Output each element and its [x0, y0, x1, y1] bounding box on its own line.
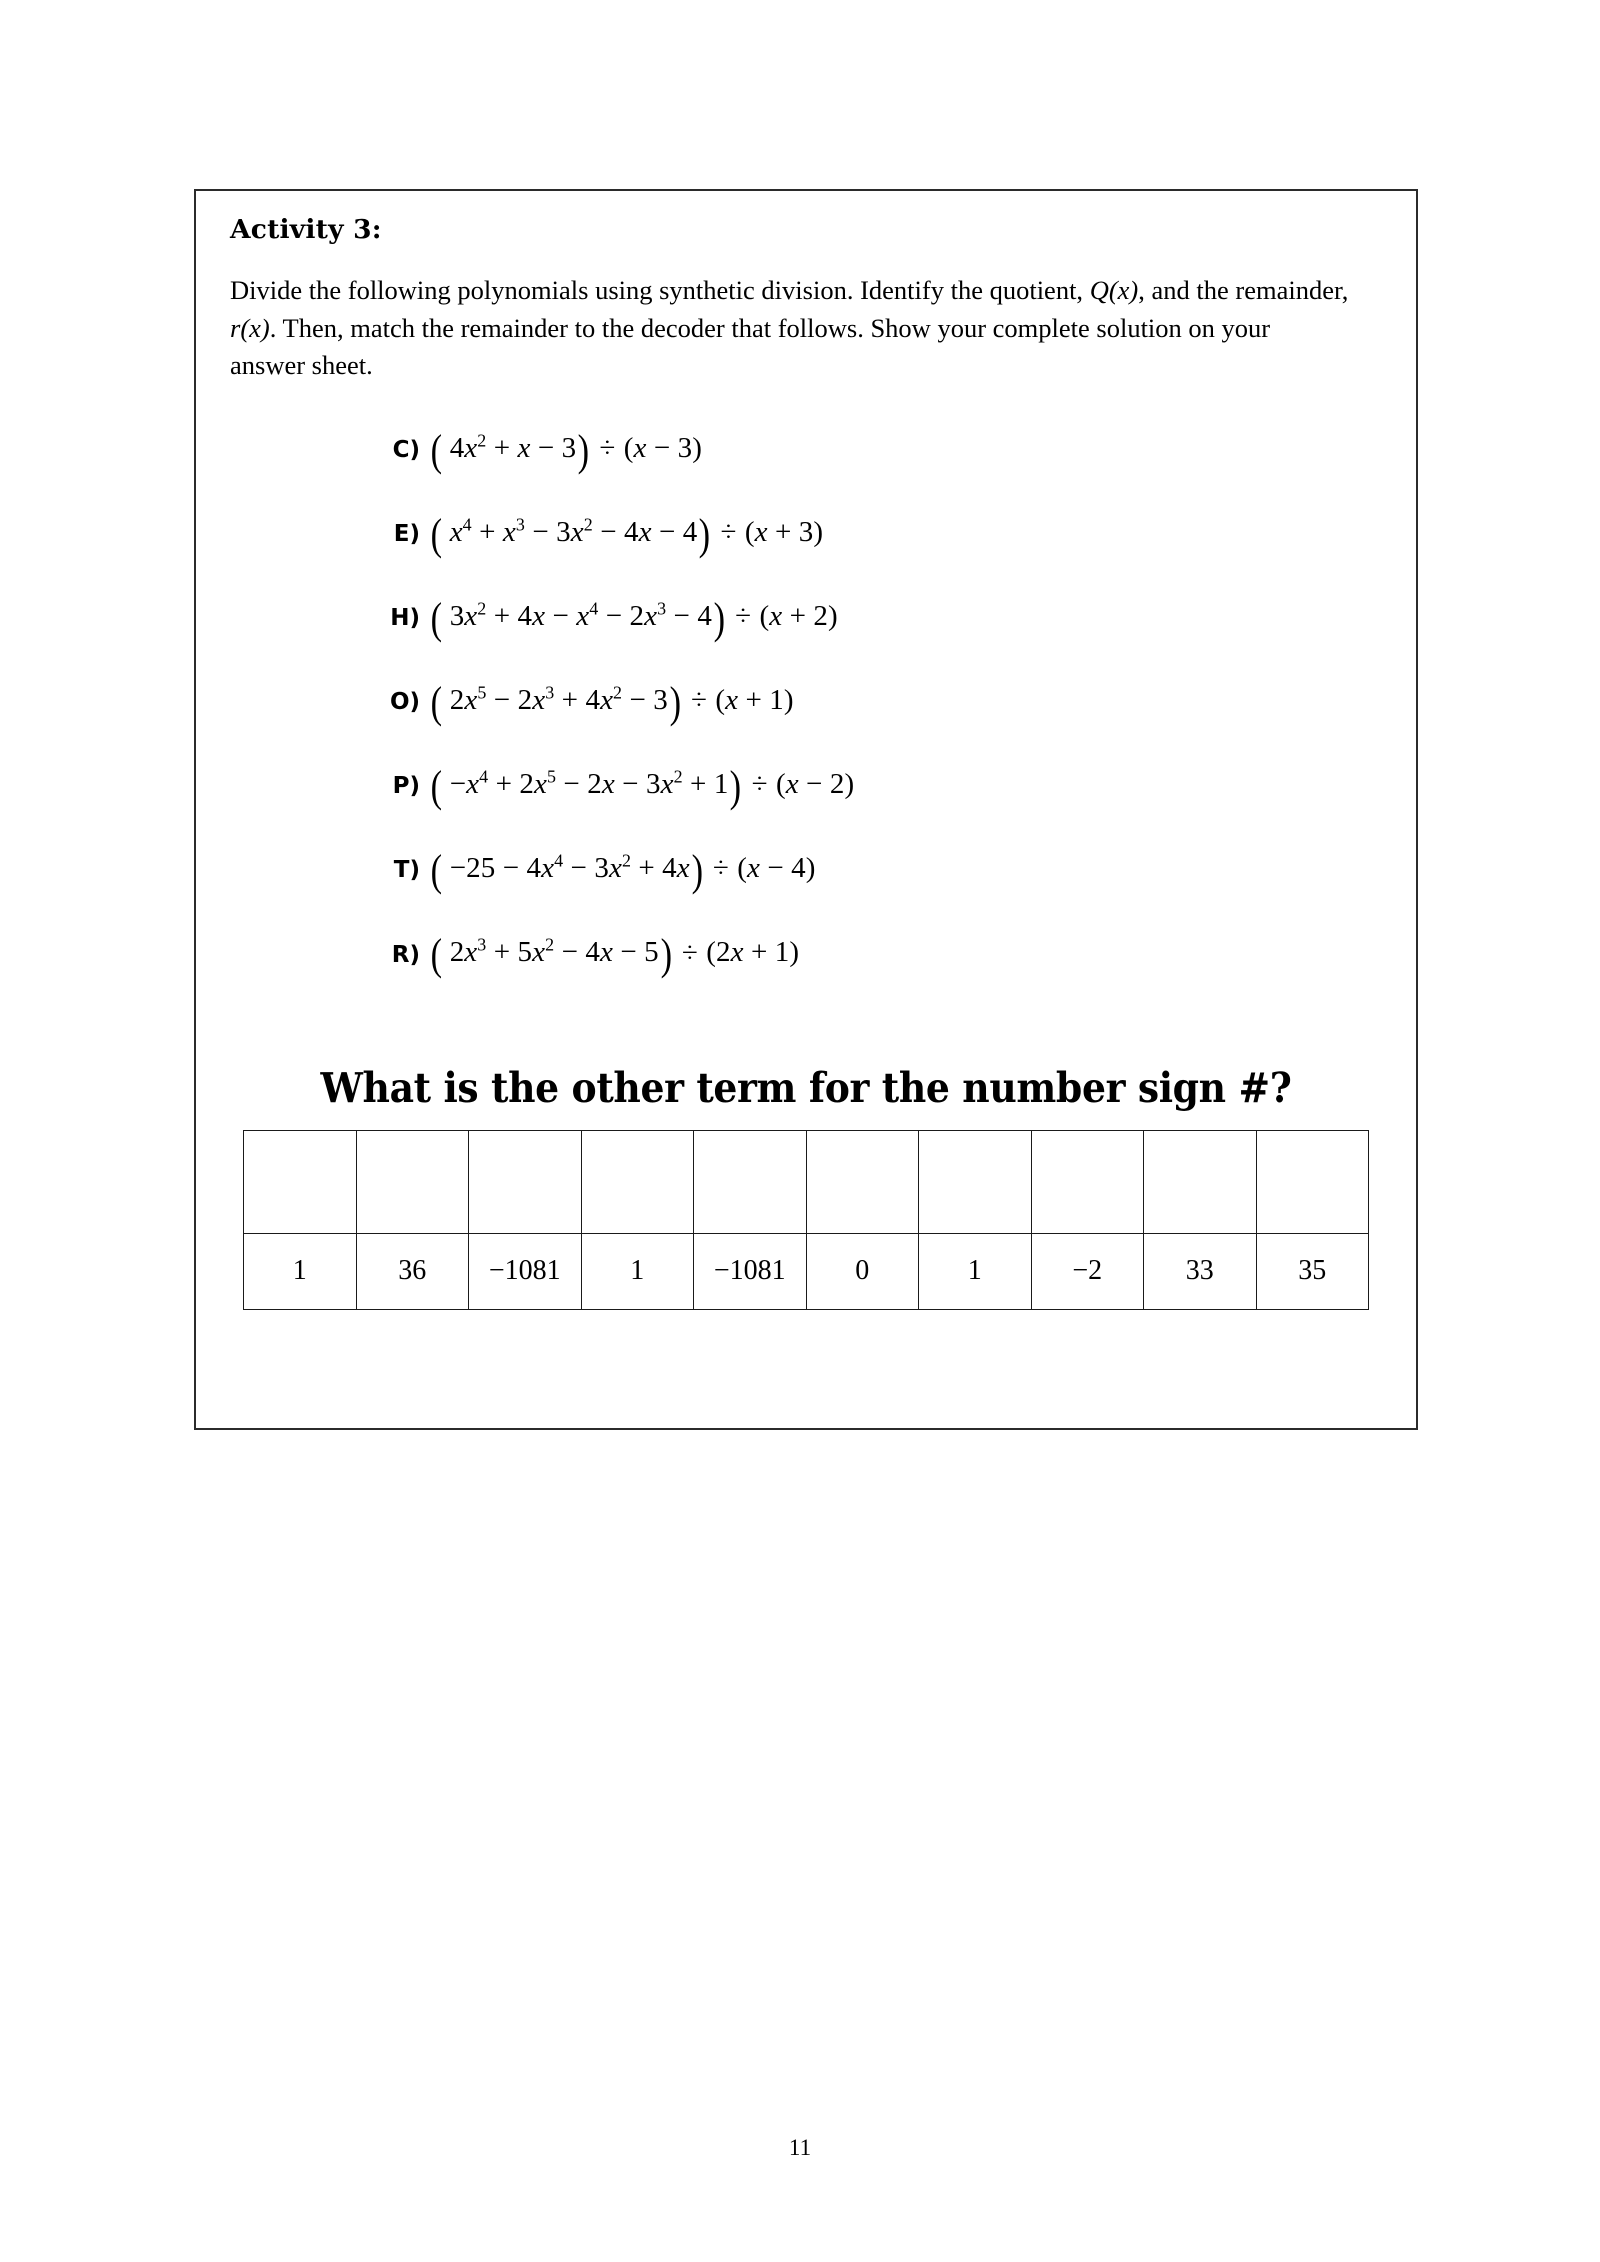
variable-x: x — [660, 768, 674, 801]
exponent: 2 — [477, 598, 487, 619]
variable-x: x — [464, 432, 478, 465]
exponent: 5 — [477, 682, 487, 703]
variable-x: x — [570, 516, 584, 549]
math-variable: Q(x) — [1089, 275, 1139, 306]
math-variable: r(x) — [230, 312, 270, 343]
decoder-value-cell: −1081 — [469, 1233, 582, 1309]
exponent: 5 — [546, 766, 557, 787]
exponent: 2 — [583, 514, 593, 535]
variable-x: x — [466, 768, 480, 801]
problem-item — [230, 762, 1382, 812]
problem-expression: ( $-x^4 + 2x^5 - 2x - 3x^2 + 1) \div (x - 2)$ — [430, 762, 855, 812]
close-paren: ) — [669, 678, 682, 728]
decoder-answer-cell[interactable] — [1256, 1130, 1369, 1233]
variable-x: x — [464, 936, 478, 969]
division-operator: ÷ — [713, 516, 744, 549]
problem-item — [230, 930, 1382, 980]
problem-label: T) — [393, 857, 420, 884]
problem-expression: ( $3x^2 + 4x - x^4 - 2x^3 - 4) \div (x + 2)$ — [430, 594, 838, 644]
open-paren: ( — [430, 594, 443, 644]
exponent: 2 — [545, 934, 555, 955]
instruction-text: Divide the following polynomials using synthetic division. Identify the quotient, — [230, 275, 1090, 306]
problem-expression: ( $4x^2 + x - 3) \div (x - 3)$ — [430, 426, 703, 476]
decoder-answer-cell[interactable] — [806, 1130, 919, 1233]
decoder-answer-cell[interactable] — [1031, 1130, 1144, 1233]
problem-item — [230, 678, 1382, 728]
activity-instructions — [230, 272, 1350, 385]
decoder-value-cell: 1 — [244, 1233, 357, 1309]
division-operator: ÷ — [727, 600, 759, 633]
variable-x: x — [730, 936, 744, 969]
activity-box-inner — [196, 191, 1416, 1310]
variable-x: x — [725, 684, 739, 717]
activity-title: Activity 3: — [230, 214, 382, 245]
exponent: 2 — [613, 682, 623, 703]
variable-x: x — [517, 432, 531, 465]
exponent: 4 — [554, 850, 564, 871]
problem-label: E) — [393, 521, 420, 548]
decoder-answer-cell[interactable] — [356, 1130, 469, 1233]
decoder-value-cell: 0 — [806, 1233, 919, 1309]
exponent: 4 — [479, 766, 489, 787]
open-paren: ( — [430, 846, 443, 896]
variable-x: x — [576, 600, 590, 633]
variable-x: x — [449, 516, 463, 549]
close-paren: ) — [691, 846, 703, 896]
close-paren: ) — [730, 762, 742, 812]
variable-x: x — [644, 600, 658, 633]
exponent: 2 — [477, 430, 487, 451]
problem-label: R) — [391, 941, 420, 968]
close-paren: ) — [698, 510, 711, 560]
page-number: 11 — [788, 2135, 812, 2160]
variable-x: x — [599, 936, 613, 969]
problem-label: P) — [392, 773, 420, 800]
decoder-answer-cell[interactable] — [919, 1130, 1032, 1233]
problem-label: O) — [390, 689, 421, 716]
close-paren: ) — [660, 930, 672, 980]
variable-x: x — [532, 936, 546, 969]
exponent: 4 — [462, 514, 472, 535]
decoder-answer-cell[interactable] — [1144, 1130, 1257, 1233]
exponent: 3 — [657, 598, 667, 619]
open-paren: ( — [430, 678, 443, 728]
variable-x: x — [532, 600, 546, 633]
variable-x: x — [747, 852, 761, 885]
variable-x: x — [676, 852, 690, 885]
variable-x: x — [633, 432, 647, 465]
decoder-table-wrapper — [230, 1130, 1382, 1310]
decoder-value-cell: 35 — [1256, 1233, 1369, 1309]
open-paren: ( — [430, 426, 443, 476]
open-paren: ( — [430, 510, 443, 560]
close-paren: ) — [713, 594, 726, 644]
decoder-value-cell: 33 — [1144, 1233, 1257, 1309]
variable-x: x — [534, 768, 547, 801]
exponent: 3 — [515, 514, 525, 535]
close-paren: ) — [577, 426, 590, 476]
exponent: 4 — [589, 598, 599, 619]
decoder-value-cell: −2 — [1031, 1233, 1144, 1309]
problem-list — [230, 426, 1382, 980]
variable-x: x — [464, 600, 478, 633]
instruction-text: , and the remainder, — [1138, 275, 1349, 306]
variable-x: x — [785, 768, 799, 801]
decoder-table — [243, 1130, 1369, 1310]
decoder-answer-cell[interactable] — [469, 1130, 582, 1233]
problem-label: C) — [392, 437, 420, 464]
decoder-value-cell: 1 — [919, 1233, 1032, 1309]
division-operator: ÷ — [744, 768, 775, 801]
decoder-value-cell: 36 — [356, 1233, 469, 1309]
variable-x: x — [769, 600, 783, 633]
exponent: 2 — [621, 850, 632, 871]
variable-x: x — [754, 516, 768, 549]
problem-expression: ( $-25 - 4x^4 - 3x^2 + 4x) \div (x - 4)$ — [430, 846, 816, 896]
problem-expression: ( $2x^5 - 2x^3 + 4x^2 - 3) \div (x + 1)$ — [430, 678, 794, 728]
open-paren: ( — [430, 762, 443, 812]
decoder-values-row — [244, 1233, 1369, 1309]
division-operator: ÷ — [592, 432, 623, 465]
variable-x: x — [600, 684, 614, 717]
problem-item — [230, 846, 1382, 896]
problem-expression: ( $x^4 + x^3 - 3x^2 - 4x - 4) \div (x + 3)$ — [430, 510, 824, 560]
variable-x: x — [532, 684, 546, 717]
open-paren: ( — [430, 930, 443, 980]
variable-x: x — [464, 684, 478, 717]
exponent: 3 — [477, 934, 487, 955]
instruction-text: . Then, match the remainder to the decoder that follows. Show your complete solution on your answer sheet. — [230, 312, 1271, 381]
division-operator: ÷ — [674, 936, 706, 969]
activity-box — [194, 189, 1418, 1430]
problem-label: H) — [390, 605, 420, 632]
problem-item — [230, 594, 1382, 644]
variable-x: x — [541, 852, 555, 885]
decoder-answer-cell[interactable] — [244, 1130, 357, 1233]
division-operator: ÷ — [705, 852, 737, 885]
problem-expression: ( $2x^3 + 5x^2 - 4x - 5) \div (2x + 1)$ — [430, 930, 800, 980]
decoder-answer-row — [244, 1130, 1369, 1233]
exponent: 3 — [545, 682, 555, 703]
division-operator: ÷ — [683, 684, 715, 717]
decoder-question: What is the other term for the number sign #? — [320, 1063, 1292, 1112]
variable-x: x — [638, 516, 652, 549]
decoder-value-cell: 1 — [581, 1233, 694, 1309]
decoder-value-cell: −1081 — [694, 1233, 807, 1309]
variable-x: x — [608, 852, 622, 885]
variable-x: x — [502, 516, 516, 549]
decoder-answer-cell[interactable] — [581, 1130, 694, 1233]
decoder-answer-cell[interactable] — [694, 1130, 807, 1233]
exponent: 2 — [673, 766, 683, 787]
problem-item — [230, 426, 1382, 476]
variable-x: x — [601, 768, 615, 801]
problem-item — [230, 510, 1382, 560]
